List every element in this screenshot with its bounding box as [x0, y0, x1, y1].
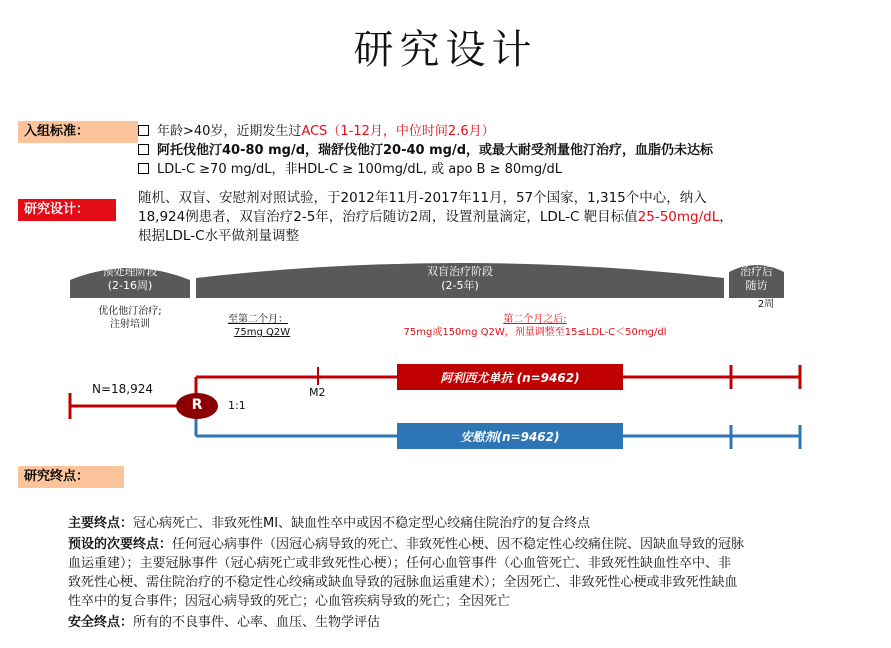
primary-endpoint-text: 冠心病死亡、非致死性MI、缺血性卒中或因不稳定型心绞痛住院治疗的复合终点 — [133, 516, 591, 531]
pretreatment-note-1: 优化他汀治疗; — [98, 306, 162, 317]
page-title: 研究设计 — [353, 27, 538, 73]
safety-endpoint-label: 安全终点： — [68, 615, 134, 630]
pretreatment-phase-label — [70, 265, 190, 293]
inclusion-item-2-text: 阿托伐他汀40-80 mg/d，瑞舒伐他汀20-40 mg/d，或最大耐受剂量他汀治疗，血脂仍未达标 — [157, 143, 714, 158]
secondary-endpoints-line-1: 任何冠心病事件（因冠心病导致的死亡、非致死性心梗、因不稳定性心绞痛住院、因缺血导致的冠脉 — [172, 537, 745, 552]
acs-highlight: ACS（1-12月，中位时间2.6月） — [301, 124, 495, 139]
double-blind-phase-duration: (2-5年) — [441, 279, 479, 292]
inclusion-item-1 — [138, 122, 495, 142]
safety-endpoint-text: 所有的不良事件、心率、血压、生物学评估 — [133, 615, 381, 630]
design-line-2-suffix: ， — [719, 209, 733, 225]
primary-endpoint — [68, 514, 878, 533]
design-line-2 — [138, 208, 798, 227]
study-design-text — [138, 189, 798, 246]
follow-up-phase-label — [729, 265, 784, 293]
double-blind-phase-title: 双盲治疗阶段 — [427, 265, 493, 278]
inclusion-item-2 — [138, 141, 713, 161]
inclusion-item-3-text: LDL-C ≥70 mg/dL，非HDL-C ≥ 100mg/dL, 或 apo B ≥ 80mg/dL — [157, 162, 562, 177]
design-line-1: 随机、双盲、安慰剂对照试验，于2012年11月-2017年11月，57个国家，1,315个中心，纳入 — [138, 190, 707, 206]
after-month2-notes — [380, 313, 690, 339]
inclusion-criteria-tag: 入组标准： — [18, 121, 138, 143]
endpoints-tag: 研究终点： — [18, 466, 124, 488]
follow-up-phase-title: 治疗后 — [740, 265, 773, 278]
inclusion-item-1-text: 年龄>40岁，近期发生过 — [157, 124, 302, 139]
secondary-endpoints — [68, 535, 878, 611]
checkbox-square-icon — [138, 163, 149, 174]
after-month2-title: 第二个月之后: — [503, 314, 567, 325]
allocation-ratio: 1:1 — [228, 399, 246, 412]
primary-endpoint-label: 主要终点： — [68, 516, 134, 531]
study-design-tag: 研究设计： — [18, 199, 116, 221]
arm1-label: 阿利西尤单抗 (n=9462) — [440, 371, 580, 385]
pretreatment-phase-duration: (2-16周) — [107, 279, 153, 292]
after-month2-dose: 75mg或150mg Q2W，剂量调整至15≤LDL-C＜50mg/dl — [403, 327, 667, 338]
design-line-3: 根据LDL-C水平做剂量调整 — [138, 228, 299, 244]
month2-notes — [228, 313, 290, 339]
secondary-endpoints-line-2: 血运重建）；主要冠脉事件（冠心病死亡或非致死性心梗）；任何心血管事件（心血管死亡、非致死性缺血性卒中、非 — [68, 556, 732, 571]
m2-label: M2 — [309, 386, 326, 399]
secondary-endpoints-line-3: 致死性心梗、需住院治疗的不稳定性心绞痛或缺血导致的冠脉血运重建术）；全因死亡、非致死性心梗或非致死性缺血 — [68, 575, 738, 590]
pretreatment-notes — [70, 305, 190, 331]
total-n-label: N=18,924 — [92, 382, 154, 396]
follow-up-phase-title-2: 随访 — [745, 279, 768, 292]
checkbox-square-icon — [138, 144, 149, 155]
pretreatment-note-2: 注射培训 — [110, 319, 150, 330]
inclusion-item-3 — [138, 160, 562, 180]
secondary-endpoints-line-4: 性卒中的复合事件；因冠心病导致的死亡；心血管疾病导致的死亡；全因死亡 — [68, 594, 511, 609]
design-line-2-text: 18,924例患者，双盲治疗2-5年，治疗后随访2周，设置剂量滴定，LDL-C 靶目标值 — [138, 209, 638, 225]
checkbox-square-icon — [138, 125, 149, 136]
ldl-target-highlight: 25-50mg/dL — [637, 209, 720, 225]
pretreatment-phase-title: 预处理阶段 — [102, 265, 158, 278]
month2-title: 至第二个月： — [228, 314, 288, 325]
month2-dose: 75mg Q2W — [234, 327, 291, 338]
follow-up-weeks: 2周 — [757, 299, 775, 310]
safety-endpoint — [68, 613, 878, 632]
randomization-label: R — [191, 397, 203, 413]
secondary-endpoints-label: 预设的次要终点： — [68, 537, 173, 552]
arm2-label: 安慰剂(n=9462) — [460, 430, 560, 444]
double-blind-phase-label — [196, 265, 724, 293]
